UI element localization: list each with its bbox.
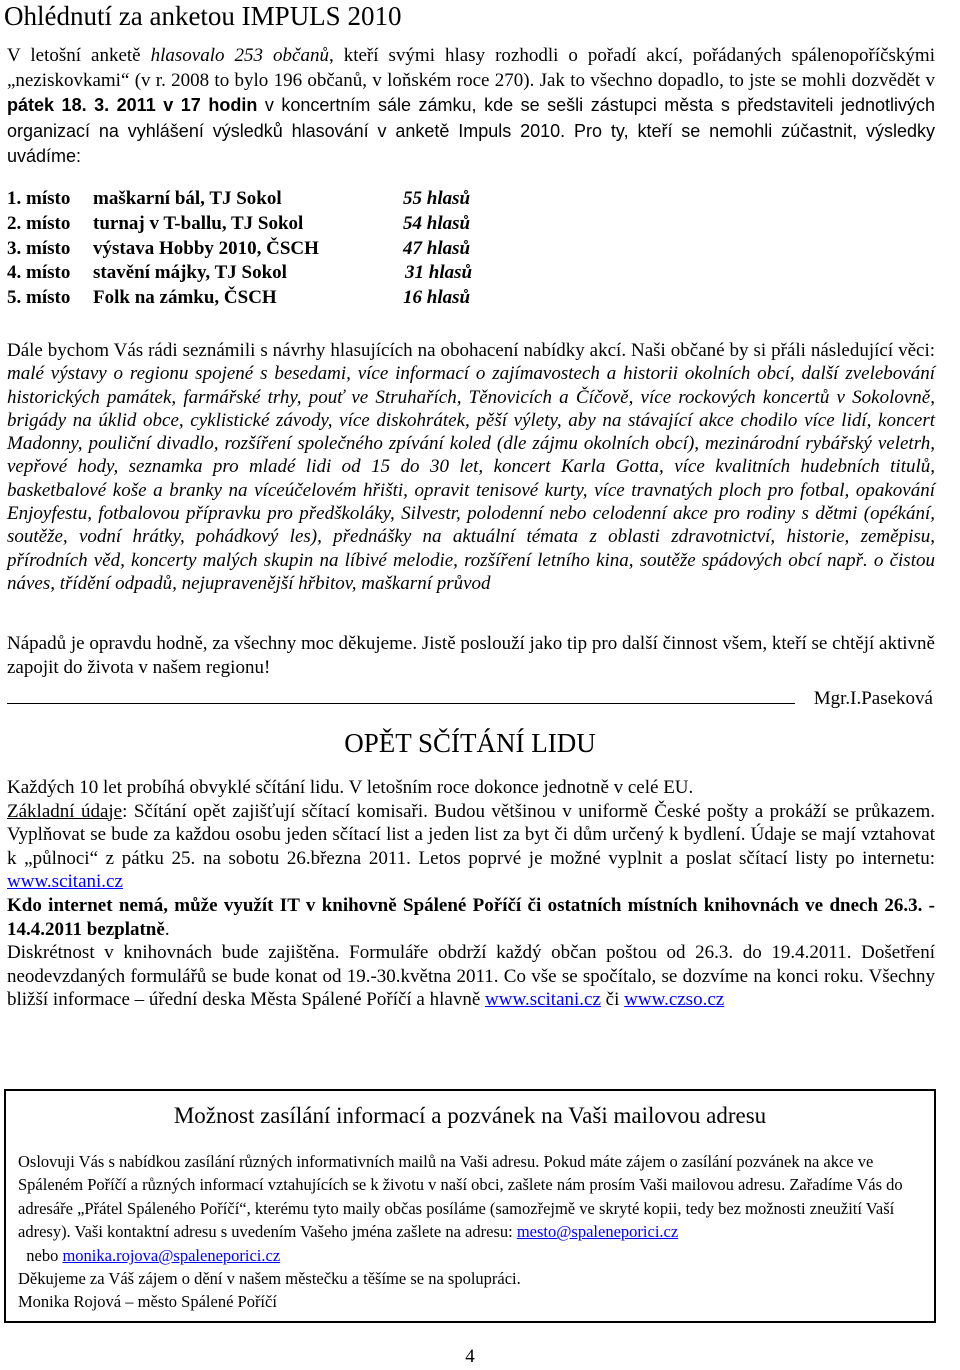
result-event: výstava Hobby 2010, ČSCH (93, 237, 319, 259)
result-rank: 3. místo (7, 237, 71, 259)
article-title-impuls: Ohlédnutí za anketou IMPULS 2010 (4, 1, 402, 31)
result-votes: 54 hlasů (403, 212, 471, 234)
scitani-link[interactable]: www.scitani.cz (485, 989, 601, 1011)
result-row (7, 286, 607, 311)
result-row (7, 212, 607, 237)
signature-rule (7, 687, 795, 704)
census-text: Každých 10 let probíhá obvyklé sčítání lidu. V letošním roce dokonce jednotně v celé EU. Základní údaje: Sčítání opět zajišťují sčítací komisaři. Budou většinou v uniformě České pošty a prokáží se průkazem. Vyplňovat se bude za každou osobu jeden sčítací list a jeden list za byt či dům určený k bydlení. Údaje se mají vztahovat k „půlnoci“ z pátku 25. na sobotu 26.března 2011. Letos poprvé je možné vyplnit a poslat sčítací listy po internetu: www.scitani.cz Kdo internet nemá, může využít IT v knihovně Spálené Poříčí či ostatních místních knihovnách ve dnech 26.3. - 14.4.2011 bezplatně. Diskrétnost v knihovnách bude zajištěna. Formuláře obdrží každý občan poštou od 26.3. do 19.4.2011. Došetření neodevzdaných formulářů se bude konat od 19.-30.května 2011. Co vše se spočítalo, se dozvíme na konci roku. Všechny bližší informace – úřední deska Města Spálené Poříčí a hlavně www.scitani.cz či www.czso.cz (7, 777, 935, 1011)
email-link-rojova[interactable]: monika.rojova@spaleneporici.cz (62, 1245, 281, 1265)
result-votes: 47 hlasů (403, 237, 471, 259)
result-row (7, 237, 607, 262)
result-rank: 1. místo (7, 188, 71, 209)
intro-paragraph: V letošní anketě hlasovalo 253 občanů, kteří svými hlasy rozhodli o pořadí akcí, pořádaných spálenopoříčskými „neziskovkami“ (v r. 2008 to bylo 196 občanů, v loňském roce 270). Jak to všechno dopadlo, to jste se mohli dozvědět v pátek 18. 3. 2011 v 17 hodin v koncertním sále zámku, kde se sešli zástupci města s představiteli jednotlivých organizací na vyhlášení výsledků hlasování v anketě Impuls 2010. Pro ty, kteří se nemohli zúčastnit, výsledky uvádíme: (7, 45, 935, 166)
thanks-paragraph: Nápadů je opravdu hodně, za všechny moc děkujeme. Jistě poslouží jako tip pro další činnost všem, kteří se chtějí aktivně zapojit do života v našem regionu! (7, 633, 935, 678)
result-event: turnaj v T-ballu, TJ Sokol (93, 212, 304, 234)
result-votes: 31 hlasů (405, 262, 473, 284)
result-event: maškarní bál, TJ Sokol (93, 188, 282, 209)
result-event: stavění májky, TJ Sokol (93, 262, 287, 284)
result-row (7, 261, 607, 286)
result-event: Folk na zámku, ČSCH (93, 287, 277, 309)
suggestions-paragraph: Dále bychom Vás rádi seznámili s návrhy hlasujících na obohacení nabídky akcí. Naši občané by si přáli následující věci: malé výstavy o regionu spojené s besedami, více informací o zajímavostech a historii okolních obcí, další zvelebování historických památek, farmářské trhy, pouť ve Struhařích, Těnovicích a Číčově, více rockových koncertů v Sokolovně, brigády na úklid obce, cyklistické závody, více diskohrátek, pěší výlety, aby na stávající akce chodilo více lidí, koncert Madonny, pouliční divadlo, rozšíření společného zpívání koled (dle zájmu okolních obcí), mezinárodní rybářský veletrh, vepřové hody, seznamka pro mladé lidi od 15 do 30 let, koncert Karla Gotta, více kvalitních hudebních titulů, basketbalové koše a branky na víceúčelovém hřišti, opravit tenisové kurty, více travnatých ploch pro fotbal, opakování Enjoyfestu, fotbalovou přípravku pro předškoláky, Silvestr, polodenní nebo celodenní akce pro rodiny s dětmi (opékání, soutěže, vodní hrátky, pohádkový les), přednášky na aktuální témata z oblasti zdravotnictví, historie, zeměpisu, přírodních věd, koncerty malých skupin na líbivé melodie, rozšíření letního kina, soutěže spádových obcí např. o čistou náves, třídění odpadů, nejupravenější hřbitov, maškarní průvod (7, 340, 935, 594)
czso-link[interactable]: www.czso.cz (624, 989, 725, 1011)
signature-line (7, 687, 935, 711)
box-body: Oslovuji Vás s nabídkou zasílání různých informativních mailů na Vaši adresu. Pokud máte zájem o zasílání pozvánek na akce ve Spáleném Poříčí a různých informací vztahujících se k životu v naší obci, zašlete nám prosím Vaši mailovou adresu. Zařadíme Vás do adresáře „Přátel Spáleného Poříčí“, kterému tyto maily občas posíláme (samozřejmě ve skryté kopii, tedy bez možnosti zneužití Vaší adresy). Vaši kontaktní adresu s uvedením Vašeho jména zašlete na adresu: mesto@spaleneporici.cz nebo monika.rojova@spaleneporici.cz Děkujeme za Váš zájem o dění v našem městečku a těšíme se na spolupráci. Monika Rojová – město Spálené Poříčí (18, 1152, 903, 1312)
article-title-census: OPĚT SČÍTÁNÍ LIDU (344, 728, 596, 758)
email-link-mesto[interactable]: mesto@spaleneporici.cz (516, 1222, 679, 1242)
result-rank: 2. místo (7, 212, 71, 234)
box-title: Možnost zasílání informací a pozvánek na Vaši mailovou adresu (173, 1103, 767, 1128)
result-votes: 16 hlasů (403, 287, 471, 309)
result-votes: 55 hlasů (403, 188, 471, 209)
basic-info-label: Základní údaje (7, 800, 123, 822)
results-list (7, 187, 607, 311)
email-info-box (4, 1089, 936, 1323)
page-number: 4 (465, 1346, 475, 1367)
result-rank: 4. místo (7, 262, 71, 284)
result-row (7, 187, 607, 212)
result-rank: 5. místo (7, 287, 71, 309)
scitani-link[interactable]: www.scitani.cz (7, 871, 123, 893)
signature: Mgr.I.Paseková (813, 688, 933, 709)
